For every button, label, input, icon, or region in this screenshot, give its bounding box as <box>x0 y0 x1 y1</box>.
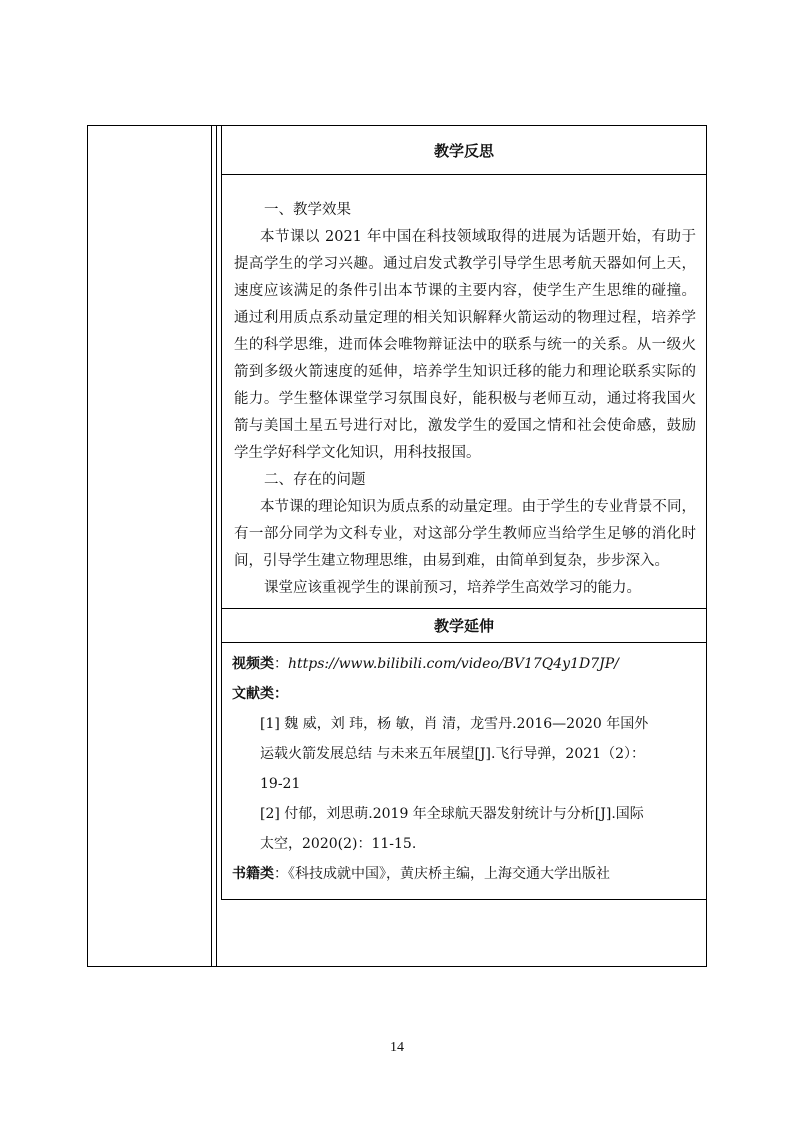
literature-label: 文献类 <box>232 686 274 702</box>
section1-body: 本节课以 2021 年中国在科技领域取得的进展为话题开始，有助于提高学生的学习兴趣。通过启发式教学引导学生思考航天器如何上天，速度应该满足的条件引出本节课的主要内容，使学生产生思维的碰撞。通过利用质点系动量定理的相关知识解释火箭运动的物理过程，培养学生的科学思维，进而体会唯物辩证法中的联系与统一的关系。从一级火箭到多级火箭速度的延伸，培养学生知识迁移的能力和理论联系实际的能力。学生整体课堂学习氛围良好，能积极与老师互动，通过将我国火箭与美国土星五号进行对比，激发学生的爱国之情和社会使命感，鼓励学生学好科学文化知识，用科技报国。 <box>234 229 696 461</box>
right-column-cell <box>216 126 710 966</box>
reference-2-line-1: [2] 付郁，刘思萌.2019 年全球航天器发射统计与分析[J].国际 <box>260 806 644 822</box>
reflection-title: 教学反思 <box>222 126 706 175</box>
reference-1-line-1: [1] 魏 威，刘 玮，杨 敏，肖 清，龙雪丹.2016—2020 年国外 <box>260 716 649 732</box>
left-column-cell <box>88 126 212 966</box>
extension-content <box>222 643 706 899</box>
reference-1-line-2: 运载火箭发展总结 与未来五年展望[J].飞行导弹，2021（2）： <box>260 746 645 762</box>
literature-line <box>232 679 696 709</box>
video-label: 视频类 <box>232 656 274 672</box>
reflection-content <box>222 175 706 608</box>
books-label: 书籍类 <box>232 866 274 882</box>
video-line <box>232 649 696 679</box>
section2-body-2: 课堂应该重视学生的课前预习，培养学生高效学习的能力。 <box>264 580 641 596</box>
books-text: ：《科技成就中国》，黄庆桥主编，上海交通大学出版社 <box>274 866 610 882</box>
extension-title: 教学延伸 <box>222 608 706 643</box>
section2-heading: 二、存在的问题 <box>264 472 366 488</box>
video-sep: ： <box>274 656 288 672</box>
books-line <box>232 859 696 889</box>
reference-1-line-3: 19-21 <box>260 776 301 792</box>
section2-body-1: 本节课的理论知识为质点系的动量定理。由于学生的专业背景不同，有一部分同学为文科专业，对这部分学生教师应当给学生足够的消化时间，引导学生建立物理思维，由易到难，由简单到复杂，步步深入。 <box>234 499 696 569</box>
lesson-table <box>87 125 707 967</box>
page-number: 14 <box>390 1040 404 1055</box>
literature-sep: ： <box>274 686 288 702</box>
reference-2-line-2: 太空，2020(2)：11-15. <box>260 836 417 852</box>
video-link[interactable]: https://www.bilibili.com/video/BV17Q4y1D7JP/ <box>288 656 619 672</box>
section1-heading: 一、教学效果 <box>264 202 351 218</box>
inner-table <box>221 126 707 900</box>
